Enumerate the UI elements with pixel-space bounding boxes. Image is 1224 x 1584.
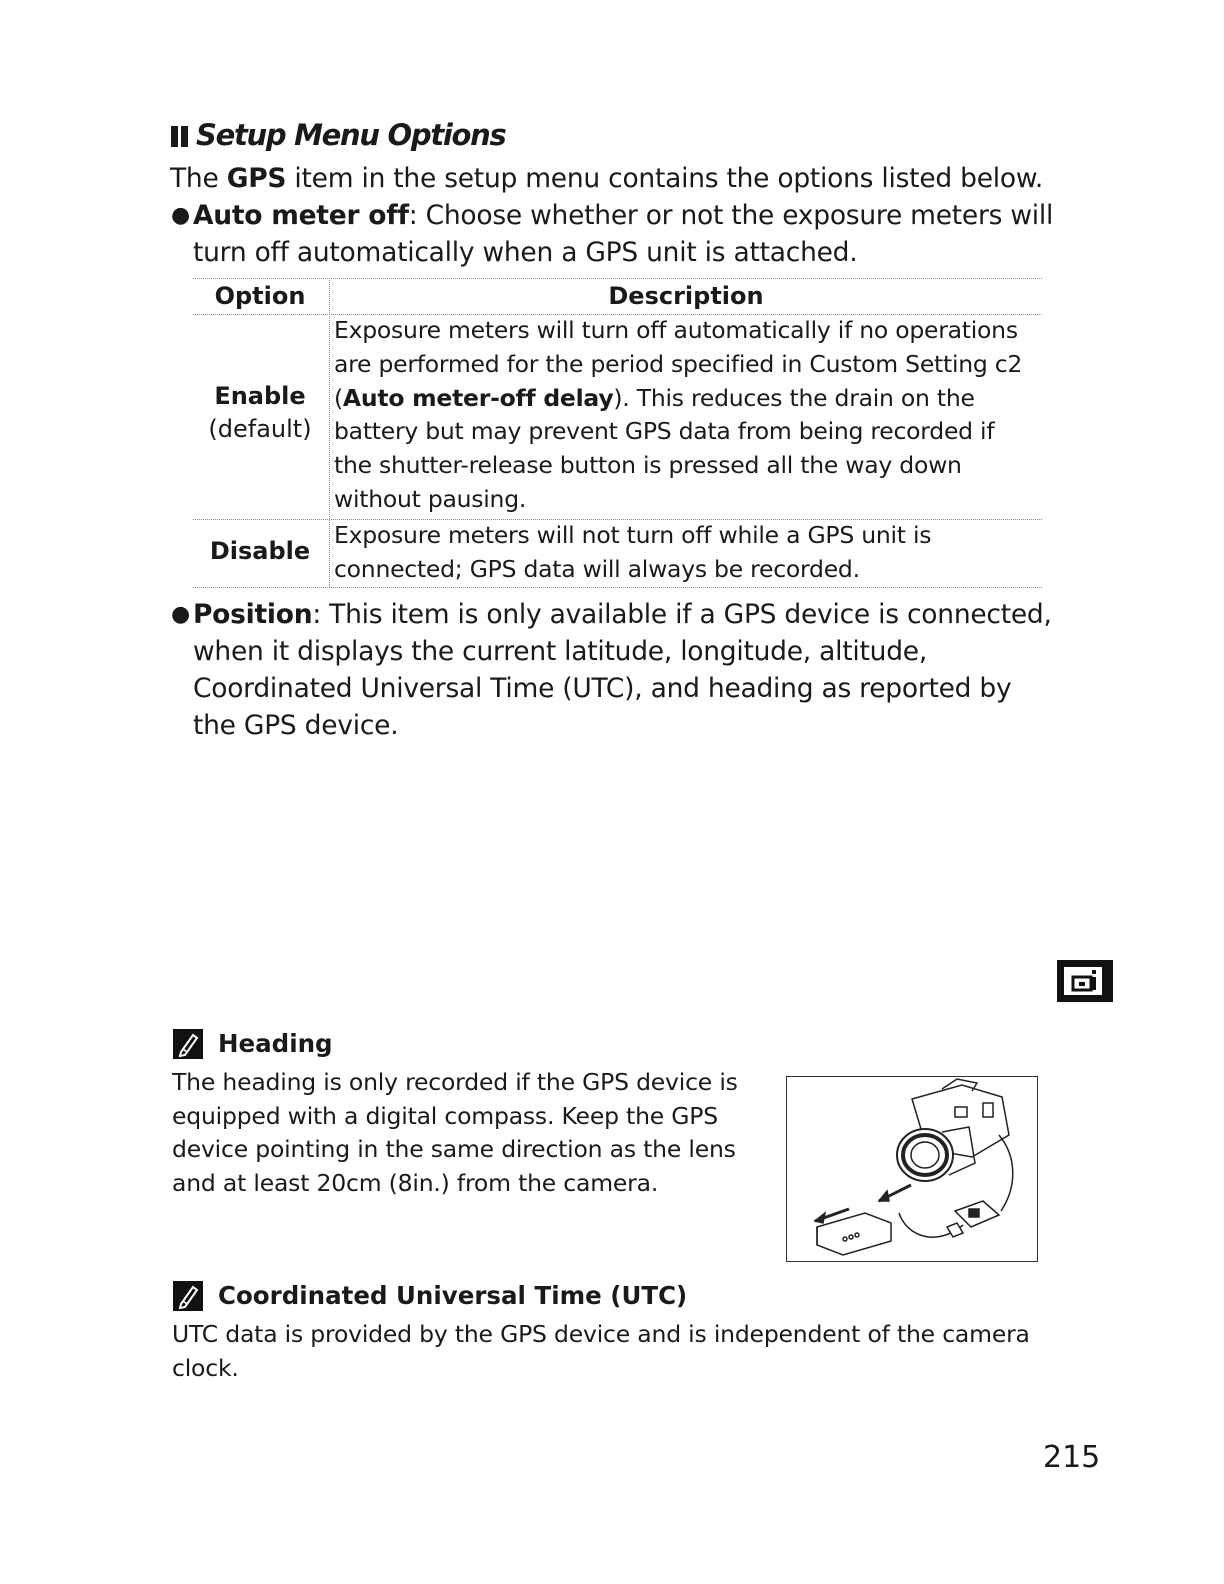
bullet-label: Position [193, 599, 313, 630]
note-utc-text: UTC data is provided by the GPS device and is independent of the camera clock. [172, 1320, 1030, 1382]
description-enable: Exposure meters will turn off automatically if no operations are performed for the period specified in Custom Setting c2 (Auto meter-off delay). This reduces the drain on the battery but may prevent GPS data from being recorded if the shutter-release button is pressed all the way down without pausing. [334, 316, 1023, 513]
section-bars-icon [171, 120, 191, 154]
section-title: Setup Menu Options [171, 118, 505, 154]
setup-menu-tab-icon [1057, 960, 1113, 1002]
bullet-auto-meter-off-cont: turn off automatically when a GPS unit is attached. [193, 237, 858, 268]
bullet-position: ● Position: This item is only available if a GPS device is connected, when it displays the current latitude, longitude, altitude, Coordinated Universal Time (UTC), and heading as reported by the GPS device. [193, 596, 1052, 744]
bullet-dot-icon: ● [171, 203, 190, 228]
option-enable-cell [193, 380, 327, 446]
intro-gps-term: GPS [226, 163, 287, 194]
note-pencil-icon [173, 1281, 203, 1311]
options-table [193, 278, 1042, 588]
bullet-auto-meter-off: ● Auto meter off: Choose whether or not the exposure meters will [193, 197, 1053, 234]
description-disable: Exposure meters will not turn off while a GPS unit is connected; GPS data will always be recorded. [334, 521, 932, 583]
note-utc-title: Coordinated Universal Time (UTC) [218, 1281, 687, 1310]
option-enable: Enable [214, 382, 306, 410]
bullet-label: Auto meter off [193, 200, 409, 231]
option-default-note: (default) [208, 415, 312, 443]
note-pencil-icon [173, 1029, 203, 1059]
header-option: Option [214, 282, 306, 310]
header-description: Description [608, 282, 764, 310]
intro-paragraph: The GPS item in the setup menu contains the options listed below. [170, 163, 1043, 194]
note-heading-text: The heading is only recorded if the GPS device is equipped with a digital compass. Keep the GPS device pointing in the same direction as the lens and at least 20cm (8in.) from the camera. [172, 1068, 738, 1197]
option-disable-cell [193, 535, 327, 568]
camera-gps-illustration [786, 1076, 1038, 1262]
option-disable: Disable [209, 537, 311, 565]
note-heading-title: Heading [218, 1029, 333, 1058]
bullet-dot-icon: ● [171, 602, 190, 627]
page-number: 215 [1043, 1440, 1101, 1475]
